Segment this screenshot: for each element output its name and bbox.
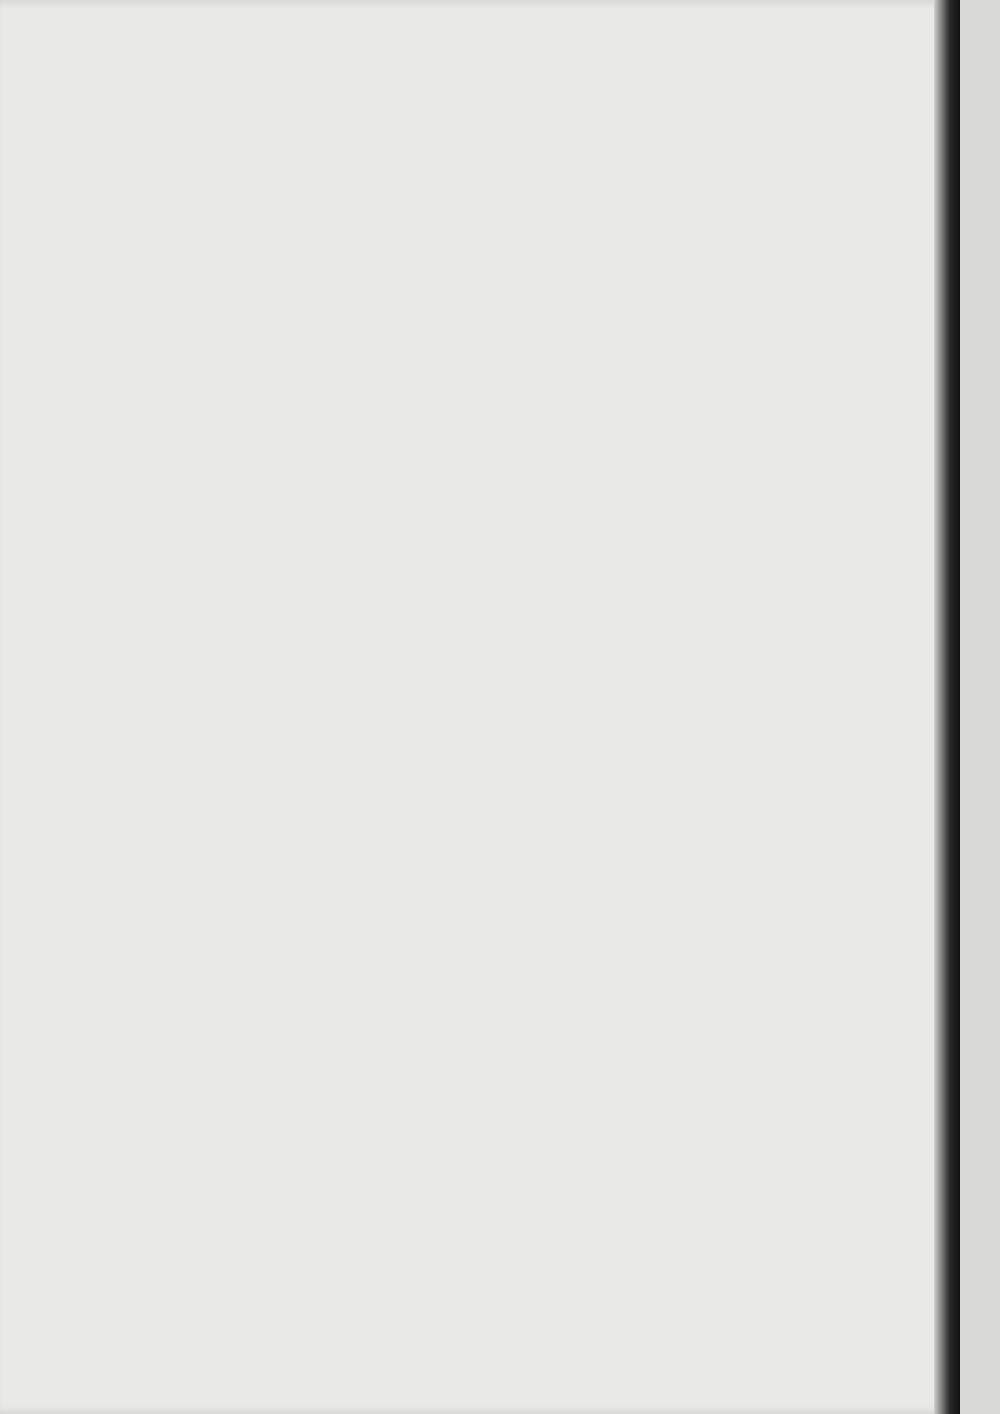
page-header	[145, 50, 935, 72]
next-page-edge	[960, 0, 1000, 1414]
book-gutter	[934, 0, 960, 1414]
